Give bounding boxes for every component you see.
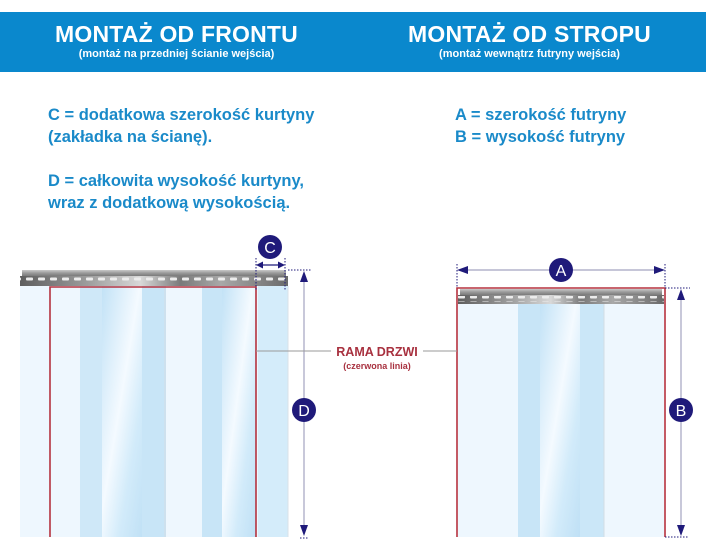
front-mount-curtain: [20, 286, 288, 537]
marker-a-label: A: [555, 263, 567, 280]
ceiling-mount-curtain: [458, 303, 664, 537]
legend-c-line-1: C = dodatkowa szerokość kurtyny: [48, 106, 315, 124]
legend-d-line-1: D = całkowita wysokość kurtyny,: [48, 172, 305, 190]
dimension-a: [457, 258, 665, 288]
front-mount-subtitle: (montaż na przedniej ścianie wejścia): [78, 48, 275, 60]
ceiling-mount-title: MONTAŻ OD STROPU: [408, 21, 651, 47]
frame-label-subtitle: (czerwona linia): [343, 361, 411, 371]
ceiling-mount-rail: [458, 289, 664, 304]
legend-b-line: B = wysokość futryny: [455, 128, 626, 146]
marker-b-label: B: [675, 403, 687, 420]
legend-d-line-2: wraz z dodatkową wysokością.: [48, 194, 291, 212]
dimension-b: [665, 288, 693, 537]
legend-a-line: A = szerokość futryny: [455, 106, 627, 124]
front-mount-title: MONTAŻ OD FRONTU: [55, 21, 298, 47]
marker-c-label: C: [264, 240, 276, 257]
dimension-d: [288, 270, 316, 538]
ceiling-mount-subtitle: (montaż wewnątrz futryny wejścia): [439, 48, 620, 60]
legend-c-line-2: (zakładka na ścianę).: [48, 128, 213, 146]
marker-d-label: D: [298, 403, 310, 420]
frame-label-title: RAMA DRZWI: [336, 345, 418, 359]
front-mount-rail: [20, 270, 288, 286]
